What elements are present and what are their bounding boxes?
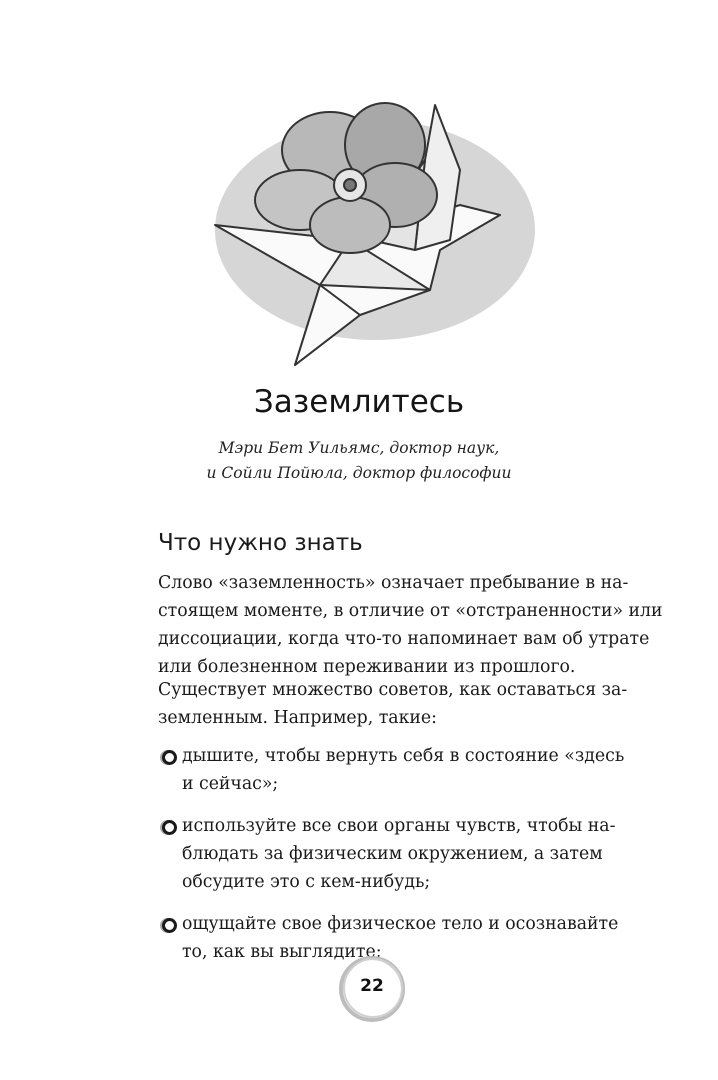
bullet-list (162, 742, 625, 980)
authors-line: Мэри Бет Уильямс, доктор наук, (218, 439, 500, 457)
chapter-authors (0, 436, 718, 486)
bullet-circle-icon (162, 918, 177, 933)
authors-line: и Сойли Пойюла, доктор философии (206, 464, 512, 482)
text-line: то, как вы выглядите; (182, 942, 382, 962)
text-line: Слово «заземленность» означает пребывание в на- (158, 573, 629, 593)
text-line: блюдать за физическим окружением, а затем (182, 844, 603, 864)
list-item (162, 812, 616, 896)
bullet-circle-icon (162, 750, 177, 765)
paragraph (158, 676, 628, 732)
text-line: ощущайте свое физическое тело и осознавайте (182, 914, 619, 934)
text-line: диссоциации, когда что-то напоминает вам об утрате (158, 629, 650, 649)
section-heading: Что нужно знать (158, 530, 363, 556)
list-item (162, 742, 625, 798)
text-line: или болезненном переживании из прошлого. (158, 657, 576, 677)
text-line: и сейчас»; (182, 774, 279, 794)
text-line: дышите, чтобы вернуть себя в состояние «здесь (182, 746, 625, 766)
bullet-circle-icon (162, 820, 177, 835)
text-line: используйте все свои органы чувств, чтобы на- (182, 816, 616, 836)
page-number: 22 (360, 976, 384, 996)
flower-origami-crane-icon (200, 90, 540, 380)
text-line: обсудите это с кем-нибудь; (182, 872, 431, 892)
text-line: стоящем моменте, в отличие от «отстраненности» или (158, 601, 663, 621)
paragraph (158, 569, 663, 681)
chapter-title: Заземлитесь (253, 384, 465, 420)
text-line: Существует множество советов, как оставаться за- (158, 680, 628, 700)
text-line: земленным. Например, такие: (158, 708, 437, 728)
